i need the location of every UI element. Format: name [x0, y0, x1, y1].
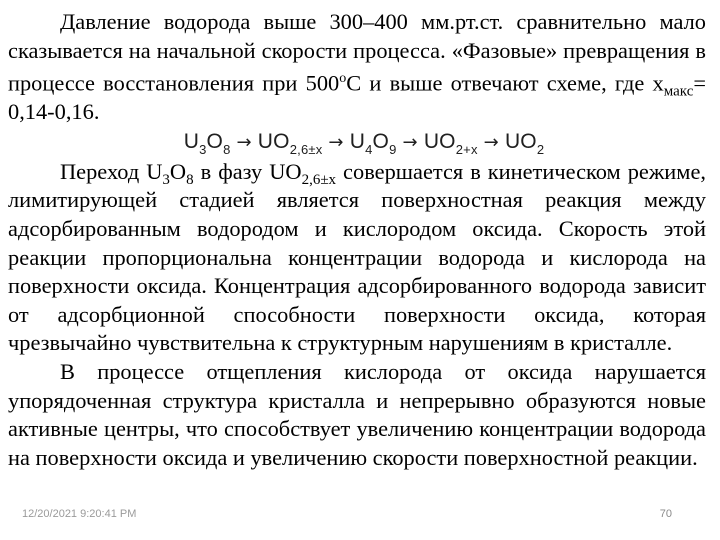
formula-text: UO	[257, 129, 290, 153]
degree-mark: о	[339, 71, 347, 87]
paragraph-3: В процессе отщепления кислорода от оксида нарушается упорядоченная структура кристалла и непрерывно образуются новые активные центры, что способствует увеличению концентрации водорода на поверхности оксида и увеличению скорости поверхностной реакции.	[8, 359, 706, 470]
slide-text	[8, 8, 706, 472]
formula-subscript: 2,6±x	[289, 141, 323, 157]
paragraph-2-text: в фазу UO	[193, 158, 302, 184]
formula-text: O	[206, 129, 224, 153]
formula-text: U	[183, 129, 200, 153]
arrow-icon: →	[236, 131, 252, 153]
page-number: 70	[659, 508, 672, 520]
formula-text: O	[372, 129, 390, 153]
formula-text: UO	[504, 129, 537, 153]
subscript: 3	[162, 171, 170, 188]
subscript: 8	[186, 171, 194, 188]
formula-text: U	[349, 129, 366, 153]
arrow-icon: →	[328, 131, 344, 153]
arrow-icon: →	[402, 131, 418, 153]
paragraph-2-text: O	[169, 158, 187, 184]
paragraph-1-text-3: = 0,14-0,16.	[8, 70, 706, 125]
paragraph-2-text: совершается в кинетическом режиме, лимитирующей стадией является поверхностная реакция между адсорбированным водородом и кислородом оксида. Скорость этой реакции пропорциональна концентрации водорода и кислорода на поверхности оксида. Концентрация адсорбированного водорода зависит от адсорбционной способности поверхности оксида, которая чрезвычайно чувствительна к структурным нарушениям в кристалле.	[8, 158, 706, 356]
paragraph-2	[8, 158, 706, 358]
formula-subscript: 9	[389, 141, 397, 157]
formula-subscript: 4	[365, 141, 373, 157]
formula-text: UO	[423, 129, 456, 153]
subscript: 2,6±x	[301, 171, 337, 188]
paragraph-1-text-2: С и выше отвечают схеме, где x	[346, 70, 664, 96]
formula-subscript: 2	[536, 141, 545, 157]
paragraph-2-text: Переход U	[60, 158, 163, 184]
paragraph-1	[8, 8, 706, 127]
footer-date: 12/20/2021 9:20:41 PM	[22, 508, 137, 520]
reaction-scheme	[8, 127, 706, 158]
x-max-subscript: макс	[663, 83, 694, 100]
formula-subscript: 2+x	[455, 141, 478, 157]
arrow-icon: →	[483, 131, 499, 153]
paragraph-1-text: Давление водорода выше 300–400 мм.рт.ст. сравнительно мало сказывается на начальной скорости процесса. «Фазовые» превращения в процессе восстановления при 500	[8, 9, 706, 96]
formula-subscript: 8	[223, 141, 231, 157]
formula-subscript: 3	[199, 141, 207, 157]
